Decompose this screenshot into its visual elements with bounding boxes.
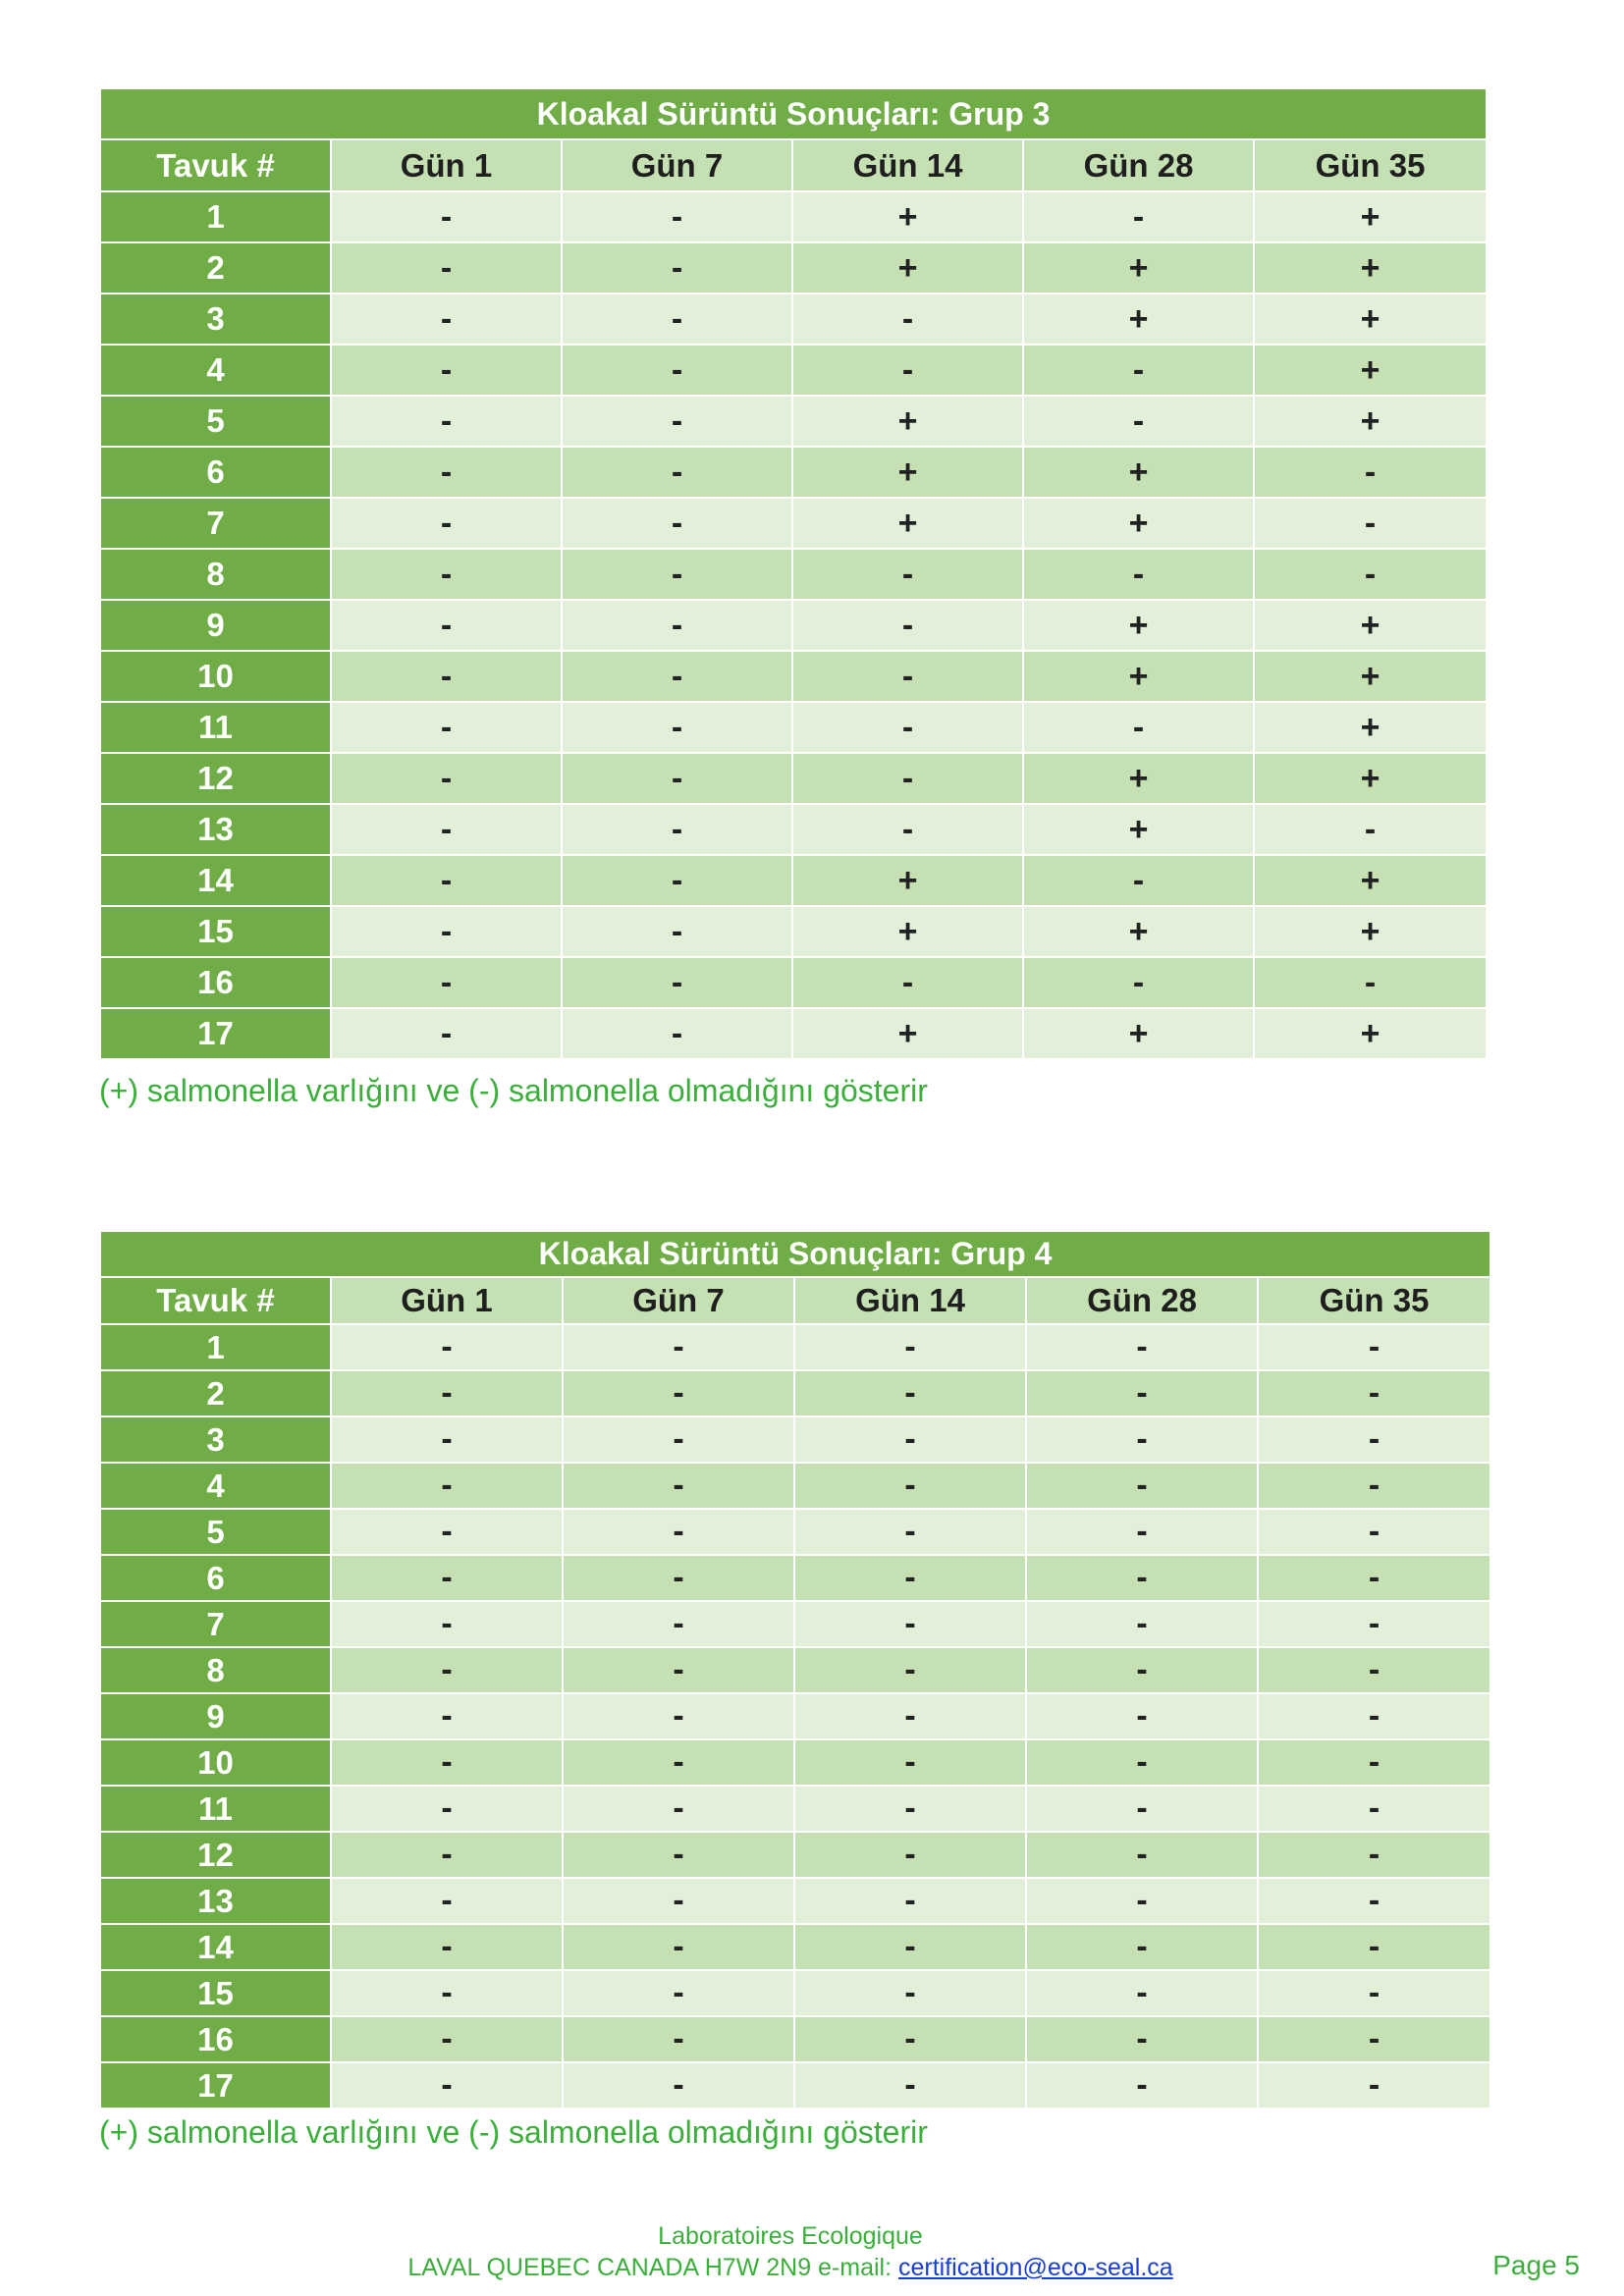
chicken-number-cell: 11 <box>100 1786 331 1832</box>
result-cell: - <box>794 1416 1026 1463</box>
result-cell: - <box>792 957 1023 1008</box>
result-cell: - <box>331 1878 563 1924</box>
result-cell: - <box>1026 1832 1258 1878</box>
table-title: Kloakal Sürüntü Sonuçları: Grup 4 <box>100 1231 1490 1277</box>
result-cell: - <box>331 1924 563 1970</box>
chicken-number-cell: 12 <box>100 1832 331 1878</box>
result-cell: - <box>1023 396 1254 447</box>
result-cell: - <box>562 447 792 498</box>
result-cell: - <box>563 1924 794 1970</box>
result-cell: - <box>1023 191 1254 242</box>
result-cell: - <box>563 1370 794 1416</box>
result-cell: - <box>331 1370 563 1416</box>
chicken-number-cell: 13 <box>100 804 331 855</box>
result-cell: + <box>1023 753 1254 804</box>
result-cell: - <box>1258 1786 1490 1832</box>
result-cell: - <box>331 1463 563 1509</box>
result-cell: - <box>1026 1509 1258 1555</box>
result-cell: - <box>331 549 562 600</box>
chicken-number-cell: 7 <box>100 1601 331 1647</box>
table-row <box>100 600 1487 651</box>
column-header: Gün 7 <box>562 139 792 191</box>
result-cell: - <box>1258 1693 1490 1739</box>
legend-note: (+) salmonella varlığını ve (-) salmonella olmadığını gösterir <box>99 2114 928 2150</box>
result-cell: - <box>562 702 792 753</box>
result-cell: - <box>331 2016 563 2062</box>
result-cell: + <box>792 191 1023 242</box>
chicken-number-cell: 8 <box>100 1647 331 1693</box>
column-header: Gün 28 <box>1023 139 1254 191</box>
result-cell: - <box>1026 1463 1258 1509</box>
result-cell: - <box>331 1416 563 1463</box>
table-row <box>100 498 1487 549</box>
table-row <box>100 294 1487 345</box>
result-cell: - <box>794 1739 1026 1786</box>
column-header: Tavuk # <box>100 1277 331 1324</box>
result-cell: - <box>331 1786 563 1832</box>
result-cell: + <box>1023 651 1254 702</box>
table-row <box>100 1832 1490 1878</box>
result-cell: - <box>1023 957 1254 1008</box>
result-cell: - <box>1254 447 1487 498</box>
result-cell: - <box>792 753 1023 804</box>
result-cell: - <box>1258 1878 1490 1924</box>
result-cell: - <box>1254 549 1487 600</box>
result-cell: - <box>331 1555 563 1601</box>
column-header: Gün 1 <box>331 139 562 191</box>
table-row <box>100 1647 1490 1693</box>
result-cell: - <box>562 600 792 651</box>
chicken-number-cell: 10 <box>100 1739 331 1786</box>
chicken-number-cell: 10 <box>100 651 331 702</box>
chicken-number-cell: 14 <box>100 1924 331 1970</box>
result-cell: + <box>1023 447 1254 498</box>
result-cell: - <box>562 855 792 906</box>
chicken-number-cell: 7 <box>100 498 331 549</box>
table-row <box>100 1463 1490 1509</box>
result-cell: - <box>794 1324 1026 1370</box>
result-cell: - <box>1258 1647 1490 1693</box>
result-cell: - <box>1258 1739 1490 1786</box>
result-cell: - <box>792 345 1023 396</box>
results-table-group-3 <box>99 87 1488 1060</box>
result-cell: - <box>331 1832 563 1878</box>
table-row <box>100 242 1487 294</box>
result-cell: - <box>1026 2016 1258 2062</box>
table-row <box>100 549 1487 600</box>
table-row <box>100 1324 1490 1370</box>
table-row <box>100 1601 1490 1647</box>
table-row <box>100 1924 1490 1970</box>
result-cell: - <box>1026 1970 1258 2016</box>
result-cell: - <box>562 1008 792 1059</box>
result-cell: + <box>1023 498 1254 549</box>
result-cell: - <box>331 1647 563 1693</box>
result-cell: - <box>562 957 792 1008</box>
result-cell: - <box>562 396 792 447</box>
result-cell: - <box>563 1970 794 2016</box>
result-cell: - <box>331 600 562 651</box>
email-link[interactable]: certification@eco-seal.ca <box>898 2254 1173 2281</box>
result-cell: - <box>1258 1601 1490 1647</box>
result-cell: - <box>1026 1693 1258 1739</box>
table-row <box>100 651 1487 702</box>
result-cell: - <box>563 1878 794 1924</box>
result-cell: - <box>1026 1878 1258 1924</box>
chicken-number-cell: 2 <box>100 1370 331 1416</box>
result-cell: - <box>331 1509 563 1555</box>
result-cell: + <box>1254 242 1487 294</box>
result-cell: - <box>1258 1555 1490 1601</box>
table-row <box>100 1878 1490 1924</box>
result-cell: + <box>792 447 1023 498</box>
table-row <box>100 345 1487 396</box>
result-cell: - <box>331 1693 563 1739</box>
column-header: Gün 35 <box>1254 139 1487 191</box>
result-cell: + <box>1023 1008 1254 1059</box>
chicken-number-cell: 6 <box>100 447 331 498</box>
result-cell: - <box>331 191 562 242</box>
chicken-number-cell: 5 <box>100 396 331 447</box>
result-cell: - <box>563 1463 794 1509</box>
column-header: Gün 1 <box>331 1277 563 1324</box>
chicken-number-cell: 12 <box>100 753 331 804</box>
result-cell: + <box>792 1008 1023 1059</box>
chicken-number-cell: 3 <box>100 294 331 345</box>
table-row <box>100 1509 1490 1555</box>
result-cell: - <box>1026 1739 1258 1786</box>
footer-address <box>0 2252 1581 2283</box>
result-cell: + <box>1254 651 1487 702</box>
result-cell: - <box>1258 1924 1490 1970</box>
result-cell: - <box>563 1324 794 1370</box>
result-cell: - <box>562 498 792 549</box>
table-row <box>100 396 1487 447</box>
result-cell: - <box>562 549 792 600</box>
result-cell: - <box>1026 1924 1258 1970</box>
table-row <box>100 1786 1490 1832</box>
table-row <box>100 906 1487 957</box>
chicken-number-cell: 17 <box>100 2062 331 2109</box>
result-cell: - <box>794 1555 1026 1601</box>
chicken-number-cell: 3 <box>100 1416 331 1463</box>
result-cell: - <box>563 1832 794 1878</box>
result-cell: - <box>794 1647 1026 1693</box>
table-row <box>100 447 1487 498</box>
result-cell: - <box>1258 1832 1490 1878</box>
result-cell: + <box>792 855 1023 906</box>
result-cell: - <box>792 549 1023 600</box>
result-cell: + <box>1023 242 1254 294</box>
result-cell: - <box>562 804 792 855</box>
table-row <box>100 804 1487 855</box>
result-cell: - <box>1023 345 1254 396</box>
chicken-number-cell: 15 <box>100 1970 331 2016</box>
result-cell: - <box>562 191 792 242</box>
result-cell: - <box>794 1601 1026 1647</box>
result-cell: - <box>1026 1555 1258 1601</box>
result-cell: - <box>794 1463 1026 1509</box>
result-cell: - <box>563 1555 794 1601</box>
result-cell: + <box>1254 345 1487 396</box>
result-cell: + <box>792 396 1023 447</box>
table-row <box>100 2062 1490 2109</box>
chicken-number-cell: 1 <box>100 1324 331 1370</box>
result-cell: - <box>794 1924 1026 1970</box>
result-cell: - <box>331 804 562 855</box>
result-cell: - <box>1026 1601 1258 1647</box>
table-row <box>100 1008 1487 1059</box>
table-row <box>100 1970 1490 2016</box>
result-cell: - <box>563 1739 794 1786</box>
result-cell: - <box>331 855 562 906</box>
table-row <box>100 2016 1490 2062</box>
result-cell: - <box>794 1878 1026 1924</box>
result-cell: - <box>1023 549 1254 600</box>
result-cell: + <box>1254 396 1487 447</box>
result-cell: - <box>1258 1509 1490 1555</box>
result-cell: - <box>794 1693 1026 1739</box>
result-cell: - <box>331 702 562 753</box>
table-row <box>100 957 1487 1008</box>
result-cell: - <box>794 1970 1026 2016</box>
chicken-number-cell: 17 <box>100 1008 331 1059</box>
result-cell: + <box>792 498 1023 549</box>
chicken-number-cell: 14 <box>100 855 331 906</box>
result-cell: - <box>331 396 562 447</box>
chicken-number-cell: 2 <box>100 242 331 294</box>
page-number: Page 5 <box>1492 2250 1580 2280</box>
result-cell: - <box>1026 2062 1258 2109</box>
column-header: Gün 14 <box>794 1277 1026 1324</box>
chicken-number-cell: 13 <box>100 1878 331 1924</box>
result-cell: - <box>1258 1463 1490 1509</box>
result-cell: - <box>563 1693 794 1739</box>
result-cell: - <box>331 1008 562 1059</box>
result-cell: - <box>1258 2016 1490 2062</box>
result-cell: - <box>331 345 562 396</box>
result-cell: - <box>331 753 562 804</box>
result-cell: - <box>331 957 562 1008</box>
result-cell: - <box>1258 1370 1490 1416</box>
table-row <box>100 855 1487 906</box>
results-table-group-4 <box>99 1230 1491 2109</box>
chicken-number-cell: 9 <box>100 1693 331 1739</box>
column-header: Gün 7 <box>563 1277 794 1324</box>
result-cell: - <box>792 294 1023 345</box>
column-header: Gün 28 <box>1026 1277 1258 1324</box>
result-cell: - <box>563 1416 794 1463</box>
result-cell: + <box>1254 294 1487 345</box>
result-cell: - <box>331 1601 563 1647</box>
chicken-number-cell: 5 <box>100 1509 331 1555</box>
result-cell: + <box>1254 191 1487 242</box>
result-cell: - <box>1026 1416 1258 1463</box>
chicken-number-cell: 15 <box>100 906 331 957</box>
result-cell: - <box>331 906 562 957</box>
chicken-number-cell: 16 <box>100 2016 331 2062</box>
result-cell: - <box>331 1970 563 2016</box>
result-cell: - <box>792 651 1023 702</box>
result-cell: + <box>1254 753 1487 804</box>
column-header: Tavuk # <box>100 139 331 191</box>
table-row <box>100 753 1487 804</box>
table-body <box>100 1324 1490 2109</box>
result-cell: - <box>794 1832 1026 1878</box>
table-row <box>100 702 1487 753</box>
result-cell: - <box>1254 957 1487 1008</box>
result-cell: - <box>1258 1324 1490 1370</box>
result-cell: + <box>1023 294 1254 345</box>
table-title: Kloakal Sürüntü Sonuçları: Grup 3 <box>100 88 1487 139</box>
result-cell: - <box>563 2062 794 2109</box>
legend-note: (+) salmonella varlığını ve (-) salmonella olmadığını gösterir <box>99 1073 928 1108</box>
result-cell: - <box>1026 1786 1258 1832</box>
result-cell: - <box>331 447 562 498</box>
result-cell: - <box>331 651 562 702</box>
result-cell: - <box>331 2062 563 2109</box>
result-cell: + <box>792 906 1023 957</box>
result-cell: - <box>563 1509 794 1555</box>
result-cell: - <box>1254 804 1487 855</box>
result-cell: - <box>331 1324 563 1370</box>
result-cell: - <box>794 1786 1026 1832</box>
result-cell: + <box>1254 855 1487 906</box>
result-cell: - <box>331 294 562 345</box>
result-cell: - <box>562 242 792 294</box>
result-cell: - <box>1026 1370 1258 1416</box>
result-cell: + <box>1254 1008 1487 1059</box>
result-cell: + <box>1254 600 1487 651</box>
result-cell: - <box>331 1739 563 1786</box>
result-cell: + <box>1254 906 1487 957</box>
result-cell: - <box>563 1786 794 1832</box>
result-cell: + <box>1254 702 1487 753</box>
table-row <box>100 1693 1490 1739</box>
table-row <box>100 1555 1490 1601</box>
result-cell: + <box>1023 804 1254 855</box>
result-cell: - <box>1026 1324 1258 1370</box>
chicken-number-cell: 1 <box>100 191 331 242</box>
footer-address-text: LAVAL QUEBEC CANADA H7W 2N9 e-mail: <box>407 2254 898 2281</box>
footer-company: Laboratoires Ecologique <box>658 2222 923 2250</box>
result-cell: - <box>1254 498 1487 549</box>
result-cell: - <box>562 294 792 345</box>
result-cell: - <box>794 2062 1026 2109</box>
result-cell: - <box>562 345 792 396</box>
chicken-number-cell: 4 <box>100 345 331 396</box>
chicken-number-cell: 4 <box>100 1463 331 1509</box>
table-row <box>100 1416 1490 1463</box>
table-row <box>100 1370 1490 1416</box>
column-header: Gün 14 <box>792 139 1023 191</box>
result-cell: - <box>794 2016 1026 2062</box>
result-cell: - <box>562 906 792 957</box>
result-cell: - <box>563 1647 794 1693</box>
result-cell: - <box>563 1601 794 1647</box>
result-cell: - <box>331 242 562 294</box>
column-header: Gün 35 <box>1258 1277 1490 1324</box>
result-cell: - <box>792 702 1023 753</box>
result-cell: - <box>1258 2062 1490 2109</box>
result-cell: + <box>1023 906 1254 957</box>
result-cell: + <box>792 242 1023 294</box>
result-cell: - <box>562 651 792 702</box>
result-cell: - <box>1258 1416 1490 1463</box>
result-cell: + <box>1023 600 1254 651</box>
result-cell: - <box>794 1370 1026 1416</box>
table-row <box>100 1739 1490 1786</box>
table-body <box>100 191 1487 1059</box>
result-cell: - <box>792 600 1023 651</box>
result-cell: - <box>1026 1647 1258 1693</box>
result-cell: - <box>331 498 562 549</box>
chicken-number-cell: 16 <box>100 957 331 1008</box>
result-cell: - <box>1023 855 1254 906</box>
chicken-number-cell: 11 <box>100 702 331 753</box>
result-cell: - <box>1258 1970 1490 2016</box>
chicken-number-cell: 8 <box>100 549 331 600</box>
result-cell: - <box>562 753 792 804</box>
chicken-number-cell: 6 <box>100 1555 331 1601</box>
result-cell: - <box>794 1509 1026 1555</box>
result-cell: - <box>792 804 1023 855</box>
chicken-number-cell: 9 <box>100 600 331 651</box>
table-row <box>100 191 1487 242</box>
result-cell: - <box>563 2016 794 2062</box>
result-cell: - <box>1023 702 1254 753</box>
